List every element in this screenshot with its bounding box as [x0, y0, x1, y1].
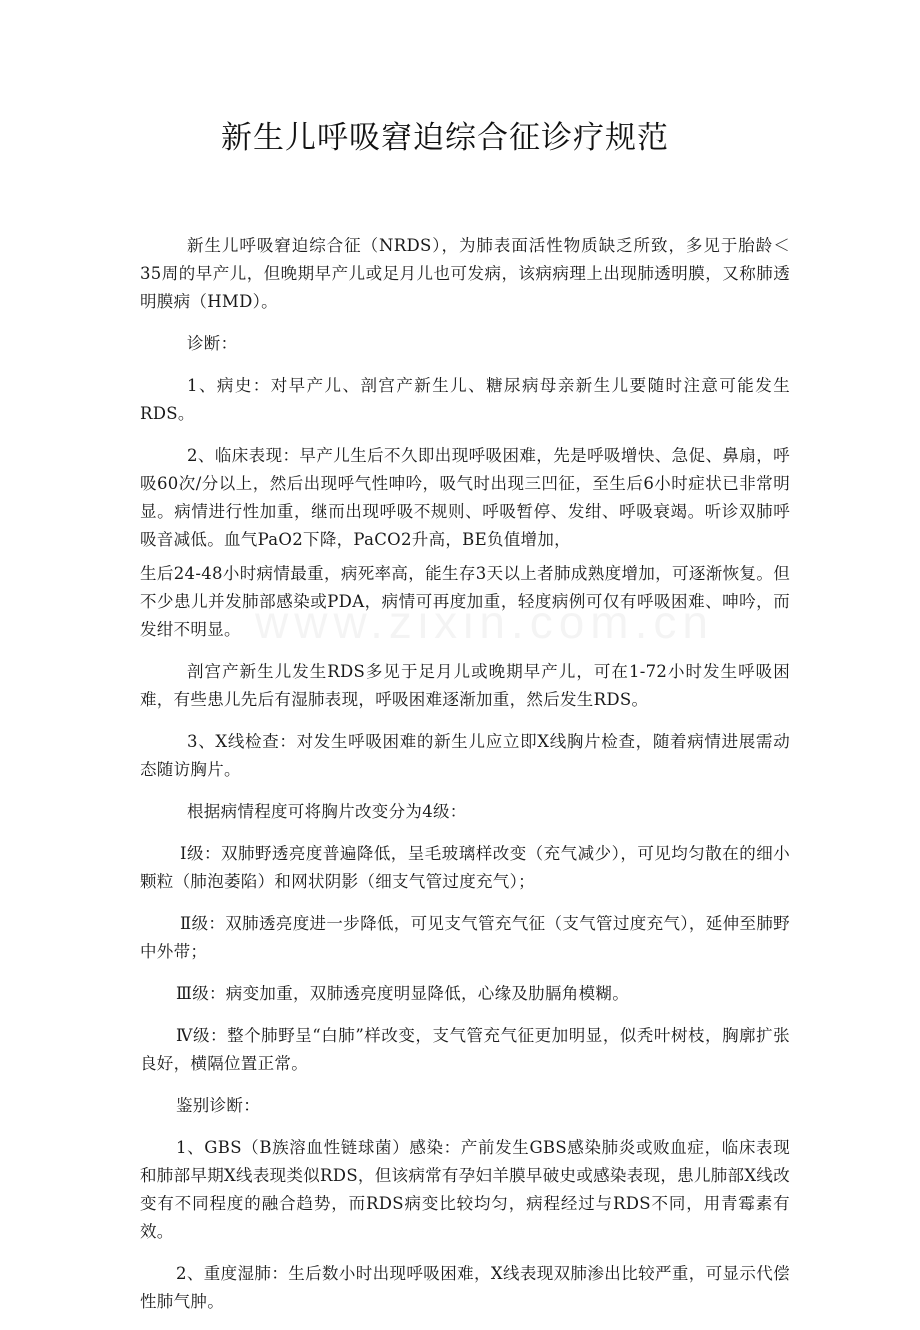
paragraph-clinical-continued: 生后24-48小时病情最重，病死率高，能生存3天以上者肺成熟度增加，可逐渐恢复。但不少患儿并发肺部感染或PDA，病情可再度加重，轻度病例可仅有呼吸困难、呻吟，而发绀不明显。	[140, 564, 790, 639]
paragraph-grade-3: Ⅲ级：病变加重，双肺透亮度明显降低，心缘及肋膈角模糊。	[176, 984, 630, 1003]
section-heading-diagnosis: 诊断：	[187, 334, 238, 353]
paragraph-gbs: 1、GBS（B族溶血性链球菌）感染：产前发生GBS感染肺炎或败血症，临床表现和肺部早期X线表现类似RDS，但该病常有孕妇羊膜早破史或感染表现，患儿肺部X线改变有不同程度的融合趋势，而RDS病变比较均匀，病程经过与RDS不同，用青霉素有效。	[140, 1138, 790, 1241]
document-body	[140, 232, 790, 1330]
paragraph-grade-1: Ⅰ级：双肺野透亮度普遍降低，呈毛玻璃样改变（充气减少），可见均匀散在的细小颗粒（肺泡萎陷）和网状阴影（细支气管过度充气）；	[140, 844, 790, 891]
paragraph-grade-2: Ⅱ级：双肺透亮度进一步降低，可见支气管充气征（支气管过度充气），延伸至肺野中外带；	[140, 914, 790, 961]
intro-paragraph: 新生儿呼吸窘迫综合征（NRDS），为肺表面活性物质缺乏所致，多见于胎龄＜35周的早产儿，但晚期早产儿或足月儿也可发病，该病病理上出现肺透明膜，又称肺透明膜病（HMD）。	[140, 236, 790, 311]
paragraph-cesarean: 剖宫产新生儿发生RDS多见于足月儿或晚期早产儿，可在1-72小时发生呼吸困难，有些患儿先后有湿肺表现，呼吸困难逐渐加重，然后发生RDS。	[140, 662, 790, 709]
paragraph-grade-4: Ⅳ级：整个肺野呈“白肺”样改变，支气管充气征更加明显，似秃叶树枝，胸廓扩张良好，横隔位置正常。	[140, 1026, 790, 1073]
document-title: 新生儿呼吸窘迫综合征诊疗规范	[221, 120, 669, 156]
paragraph-wet-lung: 2、重度湿肺：生后数小时出现呼吸困难，X线表现双肺渗出比较严重，可显示代偿性肺气肿。	[140, 1264, 790, 1311]
section-heading-differential: 鉴别诊断：	[176, 1096, 260, 1115]
paragraph-grading-intro: 根据病情程度可将胸片改变分为4级：	[187, 802, 467, 821]
paragraph-xray: 3、X线检查：对发生呼吸困难的新生儿应立即X线胸片检查，随着病情进展需动态随访胸片。	[140, 732, 790, 779]
paragraph-history: 1、病史：对早产儿、剖宫产新生儿、糖尿病母亲新生儿要随时注意可能发生RDS。	[140, 376, 790, 423]
paragraph-clinical: 2、临床表现：早产儿生后不久即出现呼吸困难，先是呼吸增快、急促、鼻扇，呼吸60次/分以上，然后出现呼气性呻吟，吸气时出现三凹征，至生后6小时症状已非常明显。病情进行性加重，继而出现呼吸不规则、呼吸暂停、发绀、呼吸衰竭。听诊双肺呼吸音减低。血气PaO2下降，PaCO2升高，BE负值增加，	[140, 446, 790, 549]
